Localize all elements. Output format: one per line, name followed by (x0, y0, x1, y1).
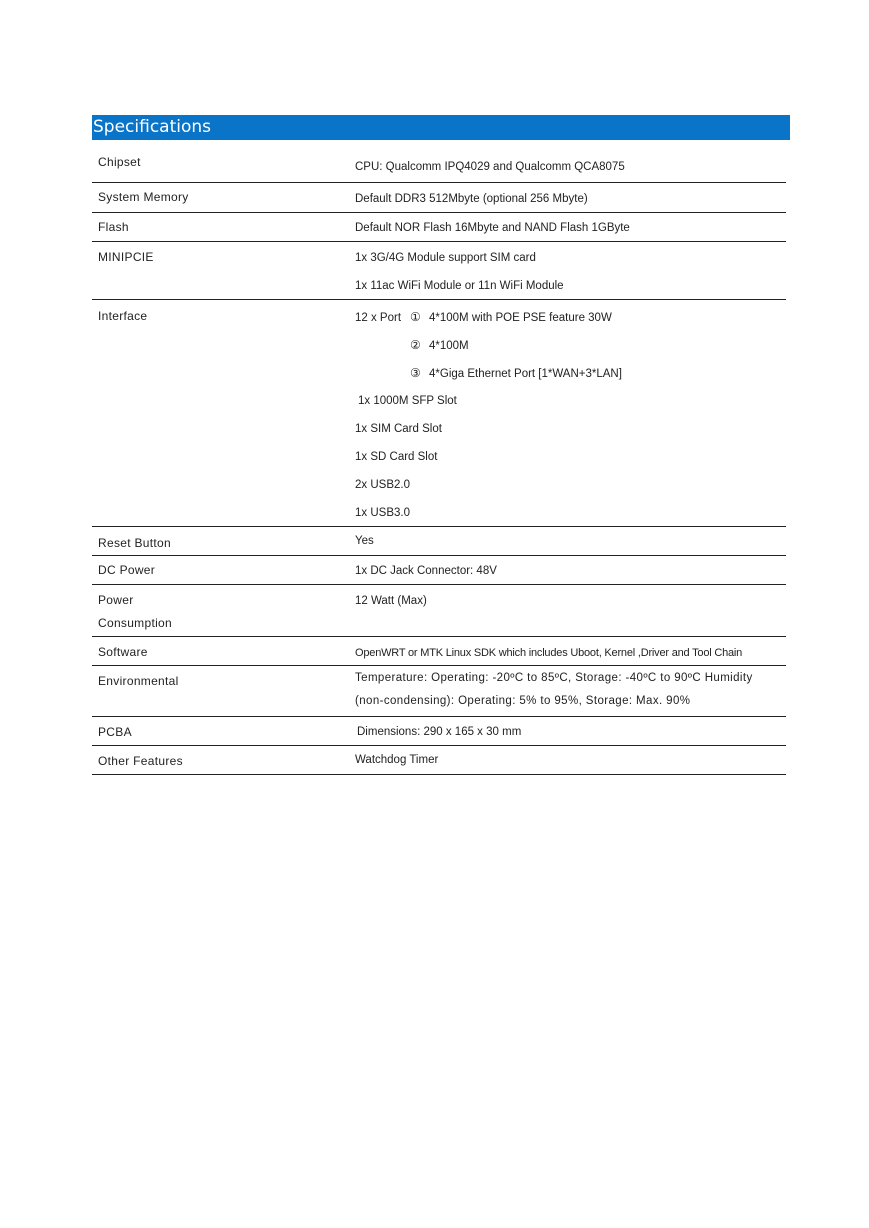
pcba-value: Dimensions: 290 x 165 x 30 mm (357, 726, 522, 738)
interface-value-sfp: 1x 1000M SFP Slot (358, 395, 457, 407)
spec-label (92, 242, 350, 299)
spec-value (350, 300, 786, 526)
interface-port-line-1 (355, 303, 786, 331)
other-features-value: Watchdog Timer (355, 754, 439, 766)
other-features-label: Other Features (98, 754, 183, 768)
power-consumption-label-2: Consumption (98, 616, 173, 630)
spec-value (350, 148, 786, 182)
spec-row-software (92, 637, 786, 666)
flash-value: Default NOR Flash 16Mbyte and NAND Flash 1GByte (355, 222, 630, 234)
minipcie-value-2: 1x 11ac WiFi Module or 11n WiFi Module (355, 280, 564, 292)
spec-table (92, 148, 786, 775)
reset-button-label: Reset Button (98, 536, 171, 550)
minipcie-value-1: 1x 3G/4G Module support SIM card (355, 252, 536, 264)
system-memory-value: Default DDR3 512Mbyte (optional 256 Mbyte) (355, 193, 588, 205)
interface-port-line-2 (355, 331, 786, 359)
interface-label: Interface (98, 309, 148, 323)
spec-value (350, 183, 786, 212)
minipcie-label: MINIPCIE (98, 250, 154, 264)
spec-row-pcba (92, 717, 786, 746)
circled-one-icon: ① (410, 310, 421, 324)
chipset-label: Chipset (98, 155, 141, 169)
circled-two-icon: ② (410, 338, 421, 352)
power-consumption-value: 12 Watt (Max) (355, 595, 427, 607)
spec-label (92, 148, 350, 182)
spec-value (350, 585, 786, 636)
spec-label (92, 556, 350, 584)
spec-row-system-memory (92, 183, 786, 213)
spec-label (92, 717, 350, 745)
software-label: Software (98, 645, 148, 659)
environmental-value-1: Temperature: Operating: -20ºC to 85ºC, Storage: -40ºC to 90ºC Humidity (355, 672, 753, 684)
spec-row-flash (92, 213, 786, 242)
interface-value-sim: 1x SIM Card Slot (355, 423, 442, 435)
interface-value-sd: 1x SD Card Slot (355, 451, 438, 463)
spec-label (92, 183, 350, 212)
interface-port-line-3 (355, 359, 786, 387)
spec-row-dc-power (92, 556, 786, 585)
spec-row-reset-button (92, 527, 786, 556)
spec-label (92, 666, 350, 716)
spec-label (92, 746, 350, 774)
interface-value-usb3: 1x USB3.0 (355, 507, 410, 519)
spec-label (92, 527, 350, 555)
spec-value (350, 556, 786, 584)
system-memory-label: System Memory (98, 190, 189, 204)
spec-value (350, 527, 786, 555)
spec-value (350, 242, 786, 299)
software-value: OpenWRT or MTK Linux SDK which includes Uboot, Kernel ,Driver and Tool Chain (355, 647, 743, 659)
spec-value (350, 666, 786, 716)
environmental-value-2: (non-condensing): Operating: 5% to 95%, Storage: Max. 90% (355, 695, 691, 707)
environmental-label: Environmental (98, 674, 179, 688)
spec-row-interface (92, 300, 786, 527)
port-prefix: 12 x Port (355, 312, 402, 324)
spec-label (92, 637, 350, 665)
spec-row-power-consumption (92, 585, 786, 637)
port-3-text: 4*Giga Ethernet Port [1*WAN+3*LAN] (429, 368, 622, 380)
spec-label (92, 585, 350, 636)
spec-value (350, 213, 786, 241)
dc-power-label: DC Power (98, 563, 156, 577)
flash-label: Flash (98, 220, 129, 234)
pcba-label: PCBA (98, 725, 132, 739)
power-consumption-label-1: Power (98, 593, 134, 607)
circled-three-icon: ③ (410, 366, 421, 380)
dc-power-value: 1x DC Jack Connector: 48V (355, 565, 497, 577)
chipset-value: CPU: Qualcomm IPQ4029 and Qualcomm QCA8075 (355, 161, 625, 173)
spec-row-other-features (92, 746, 786, 775)
spec-value (350, 746, 786, 774)
spec-label (92, 213, 350, 241)
spec-value (350, 717, 786, 745)
spec-value (350, 637, 786, 665)
spec-row-minipcie (92, 242, 786, 300)
interface-value-usb2: 2x USB2.0 (355, 479, 410, 491)
port-2-text: 4*100M (429, 340, 469, 352)
port-1-text: 4*100M with POE PSE feature 30W (429, 312, 612, 324)
spec-row-chipset (92, 148, 786, 183)
spec-row-environmental (92, 666, 786, 717)
spec-label (92, 300, 350, 526)
section-title: Specifications (92, 115, 790, 140)
reset-button-value: Yes (355, 535, 374, 547)
